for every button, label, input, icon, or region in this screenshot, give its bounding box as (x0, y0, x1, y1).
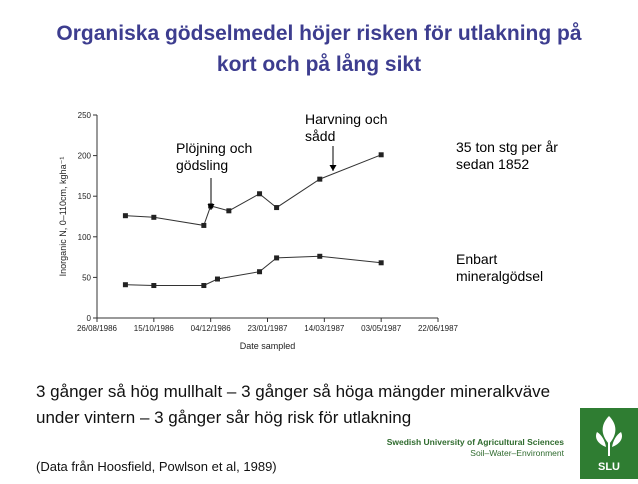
department-name: Soil–Water–Environment (470, 448, 564, 458)
annotation-series-mineral-line1: Enbart (456, 251, 498, 267)
annotation-plojning-line1: Plöjning och (176, 140, 253, 156)
arrow-harvning-head (330, 165, 337, 171)
series-2-point (151, 283, 156, 288)
y-axis-label: Inorganic N, 0–110cm, kgha⁻¹ (58, 156, 68, 277)
series-2-point (123, 282, 128, 287)
series-2-point (201, 283, 206, 288)
series-1-point (274, 205, 279, 210)
x-tick-label: 15/10/1986 (133, 324, 174, 333)
x-tick-label: 14/03/1987 (304, 324, 345, 333)
y-tick-label: 150 (77, 192, 91, 202)
series-2-point (257, 269, 262, 274)
y-tick-label: 100 (77, 232, 91, 242)
annotation-harvning-line2: sådd (305, 128, 336, 144)
x-tick-label: 22/06/1987 (417, 324, 459, 333)
annotation-plojning-line2: gödsling (176, 157, 229, 173)
chart-ticks (77, 111, 459, 333)
annotation-harvning (305, 111, 388, 145)
title-line-2: kort och på lång sikt (216, 53, 422, 76)
annotation-plojning (176, 140, 252, 174)
university-name: Swedish University of Agricultural Sciences (386, 437, 564, 447)
series-1-line (125, 155, 381, 226)
annotation-series-manure-line1: 35 ton stg per år (456, 139, 558, 155)
slu-logo (580, 408, 638, 479)
leaf-logo-icon (580, 408, 638, 479)
x-tick-label: 23/01/1987 (247, 324, 288, 333)
x-axis-label: Date sampled (239, 341, 296, 351)
body-line-2: under vintern – 3 gånger sår hög risk för utlakning (36, 408, 412, 427)
series-2-line (125, 256, 381, 285)
x-tick-label: 04/12/1986 (190, 324, 231, 333)
x-tick-label: 03/05/1987 (361, 324, 402, 333)
series-1-point (317, 177, 322, 182)
body-line-1: 3 gånger så hög mullhalt – 3 gånger så höga mängder mineralkväve (36, 382, 551, 401)
y-tick-label: 250 (77, 111, 91, 120)
annotation-series-manure-line2: sedan 1852 (456, 156, 530, 172)
y-tick-label: 0 (86, 314, 91, 323)
annotation-series-mineral-line2: mineralgödsel (456, 268, 544, 284)
logo-text: SLU (598, 461, 620, 473)
series-1-point (226, 208, 231, 213)
annotation-series-manure (456, 139, 558, 173)
series-2-point (317, 254, 322, 259)
slide-body-text (36, 379, 636, 431)
y-tick-label: 200 (77, 151, 91, 161)
series-2-point (274, 255, 279, 260)
data-source-note: (Data från Hoosfield, Powlson et al, 1989) (36, 459, 277, 474)
annotation-harvning-line1: Harvning och (305, 111, 388, 127)
series-1-point (123, 213, 128, 218)
series-1-point (379, 152, 384, 157)
series-2-point (379, 260, 384, 265)
y-tick-label: 50 (82, 273, 91, 283)
university-footer (387, 437, 564, 459)
series-1-point (151, 215, 156, 220)
annotation-series-mineral (456, 251, 543, 285)
chart-series (123, 152, 384, 288)
series-1-point (201, 223, 206, 228)
series-2-point (215, 277, 220, 282)
x-tick-label: 26/08/1986 (76, 324, 118, 333)
series-1-point (257, 191, 262, 196)
title-line-1: Organiska gödselmedel höjer risken för utlakning på (56, 22, 582, 45)
